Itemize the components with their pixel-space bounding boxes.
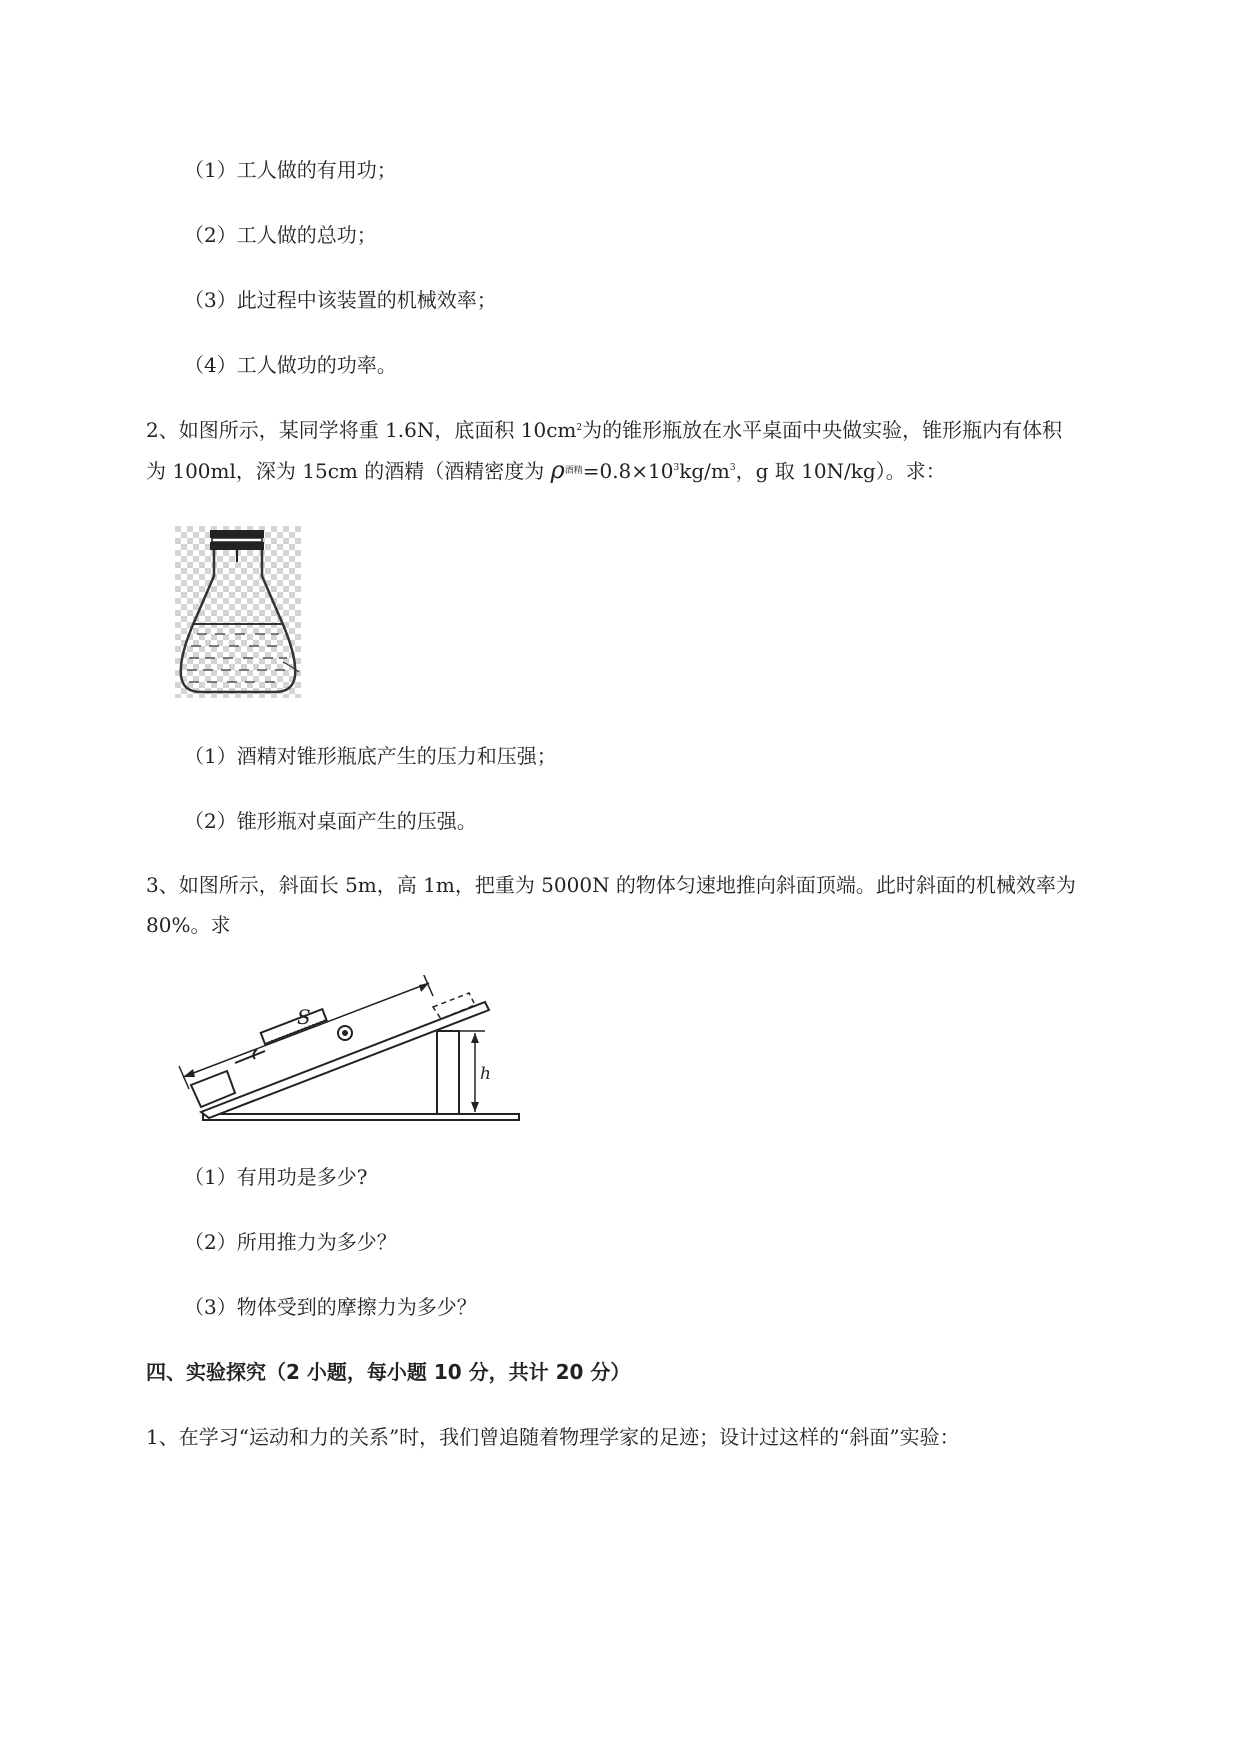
rho-subscript: 酒精 [564, 466, 583, 476]
problem2-text-c: 为 100ml，深为 15cm 的酒精（酒精密度为 [146, 459, 551, 483]
flask-figure [175, 526, 301, 698]
label-s: S [297, 1005, 311, 1029]
problem2-sup: 2 [576, 423, 583, 433]
section4-question-1: 1、在学习“运动和力的关系”时，我们曾追随着物理学家的足迹；设计过这样的“斜面”实验： [146, 1425, 960, 1449]
problem3-line-1: 3、如图所示，斜面长 5m，高 1m，把重为 5000N 的物体匀速地推向斜面顶端。此时斜面的机械效率为 [146, 873, 1076, 897]
problem1-part-2: （2）工人做的总功； [184, 223, 377, 247]
problem3-line-2: 80%。求 [146, 913, 231, 937]
problem2-text-f: ，g 取 10N/kg）。求： [735, 459, 946, 483]
problem2-text-a: 2、如图所示，某同学将重 1.6N，底面积 10cm [146, 418, 577, 442]
problem2-text-d: =0.8×10 [582, 459, 674, 483]
problem1-part-4: （4）工人做功的功率。 [184, 353, 397, 377]
problem3-part-3: （3）物体受到的摩擦力为多少？ [184, 1295, 477, 1319]
section4-heading: 四、实验探究（2 小题，每小题 10 分，共计 20 分） [146, 1360, 631, 1384]
incline-figure [175, 975, 525, 1130]
rho-symbol: ρ [550, 456, 565, 484]
label-h: h [480, 1064, 491, 1084]
problem3-part-2: （2）所用推力为多少？ [184, 1230, 397, 1254]
problem2-text-b: 为的锥形瓶放在水平桌面中央做实验，锥形瓶内有体积 [582, 418, 1063, 442]
problem2-sup-m3: 3 [729, 463, 736, 473]
problem3-part-1: （1）有用功是多少? [184, 1165, 368, 1189]
problem1-part-1: （1）工人做的有用功； [184, 158, 397, 182]
problem2-part-1: （1）酒精对锥形瓶底产生的压力和压强； [184, 744, 557, 768]
problem1-part-3: （3）此过程中该装置的机械效率； [184, 288, 497, 312]
problem2-part-2: （2）锥形瓶对桌面产生的压强。 [184, 809, 477, 833]
problem2-text-e: kg/m [679, 459, 730, 483]
incline-icon [179, 975, 519, 1120]
problem2-line-2 [146, 457, 946, 484]
problem2-line-1 [146, 417, 1062, 443]
problem2-sup-exp: 3 [673, 463, 680, 473]
